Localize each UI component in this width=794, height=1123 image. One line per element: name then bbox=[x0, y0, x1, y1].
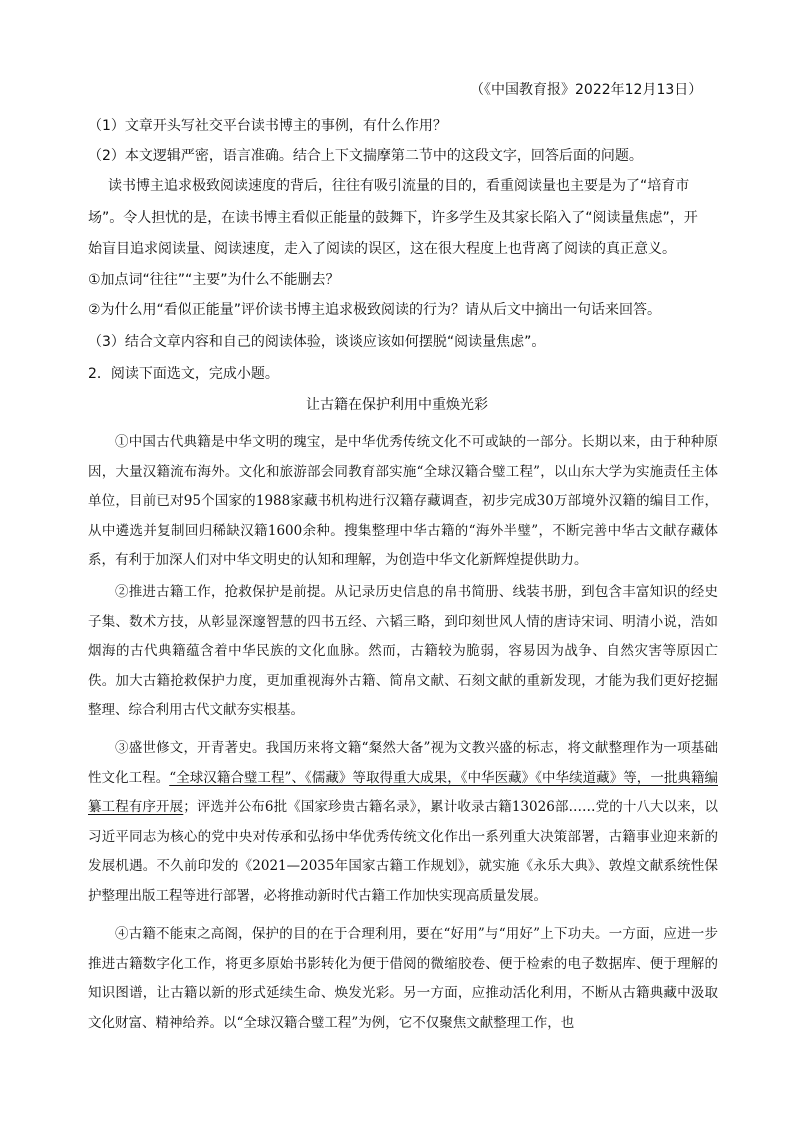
quoted-passage-line-3: 始盲目追求阅读量、阅读速度，走入了阅读的误区，这在很大程度上也背离了阅读的真正意义。 bbox=[88, 241, 676, 257]
quoted-passage-line-2: 场”。令人担忧的是，在读书博主看似正能量的鼓舞下，许多学生及其家长陷入了“阅读量焦虑”，开 bbox=[88, 210, 698, 226]
reading-task-instruction: 2．阅读下面选文，完成小题。 bbox=[88, 366, 279, 382]
article-title: 让古籍在保护利用中重焕光彩 bbox=[306, 397, 488, 413]
paragraph-3-intro: ③盛世修文，开青著史。我国历来将文籍“粲然大备”视为文教兴盛的标志，将文献整理作为一项基础性文化工程。 bbox=[88, 740, 718, 786]
article-paragraph-2: ②推进古籍工作，抢救保护是前提。从记录历史信息的帛书简册、线装书册，到包含丰富知识的经史子集、数术方技，从彰显深邃智慧的四书五经、六韬三略，到印刻世风人情的唐诗宋词、明清小说，浩如烟海的古代典籍蕴含着中华民族的文化血脉。然而，古籍较为脆弱，容易因为战争、自然灾害等原因亡佚。加大古籍抢救保护力度，更加重视海外古籍、简帛文献、石刻文献的重新发现，才能为我们更好挖掘整理、综合利用古代文献夯实根基。 bbox=[88, 584, 718, 718]
question-1: （1）文章开头写社交平台读书博主的事例，有什么作用？ bbox=[88, 118, 447, 134]
article-paragraph-3 bbox=[88, 734, 718, 911]
quoted-passage-line-1: 读书博主追求极致阅读速度的背后，往往有吸引流量的目的，看重阅读量也主要是为了“培育市 bbox=[108, 178, 690, 194]
question-3: （3）结合文章内容和自己的阅读体验，谈谈应该如何摆脱“阅读量焦虑”。 bbox=[88, 334, 546, 350]
question-2: （2）本文逻辑严密，语言准确。结合上下文揣摩第二节中的这段文字，回答后面的问题。 bbox=[88, 148, 643, 164]
underlined-sentence: “全球汉籍合璧工程”、《儒藏》等取得重大成果，《中华医藏》《中华续道藏》等，一批典籍编纂工程有序开展 bbox=[88, 769, 718, 815]
sub-question-2: ②为什么用“看似正能量”评价读书博主追求极致阅读的行为？请从后文中摘出一句话来回答。 bbox=[88, 302, 662, 318]
article-paragraph-4: ④古籍不能束之高阁，保护的目的在于合理利用，要在“好用”与“用好”上下功夫。一方面，应进一步推进古籍数字化工作，将更多原始书影转化为便于借阅的微缩胶卷、便于检索的电子数据库、便于理解的知识图谱，让古籍以新的形式延续生命、焕发光彩。另一方面，应推动活化利用，不断从古籍典藏中汲取文化财富、精神给养。以“全球汉籍合璧工程”为例，它不仅聚焦文献整理工作，也 bbox=[88, 926, 718, 1031]
article-paragraph-1: ①中国古代典籍是中华文明的瑰宝，是中华优秀传统文化不可或缺的一部分。长期以来，由于种种原因，大量汉籍流布海外。文化和旅游部会同教育部实施“全球汉籍合璧工程”，以山东大学为实施责任主体单位，目前已对95个国家的1988家藏书机构进行汉籍存藏调查，初步完成30万部境外汉籍的编目工作，从中遴选并复制回归稀缺汉籍1600余种。搜集整理中华古籍的“海外半璧”，不断完善中华古文献存藏体系，有利于加深人们对中华文明史的认知和理解，为创造中华文化新辉煌提供助力。 bbox=[88, 434, 718, 568]
sub-question-1: ①加点词“往往”“主要”为什么不能删去？ bbox=[88, 272, 340, 288]
paragraph-3-rest: ；评选并公布6批《国家珍贵古籍名录》，累计收录古籍13026部……党的十八大以来，以习近平同志为核心的党中央对传承和弘扬中华优秀传统文化作出一系列重大决策部署，古籍事业迎来新的发展机遇。不久前印发的《2021—2035年国家古籍工作规划》，就实施《永乐大典》、敦煌文献系统性保护整理出版工程等进行部署，必将推动新时代古籍工作加快实现高质量发展。 bbox=[88, 799, 718, 904]
source-citation: （《中国教育报》2022年12月13日） bbox=[470, 82, 703, 98]
